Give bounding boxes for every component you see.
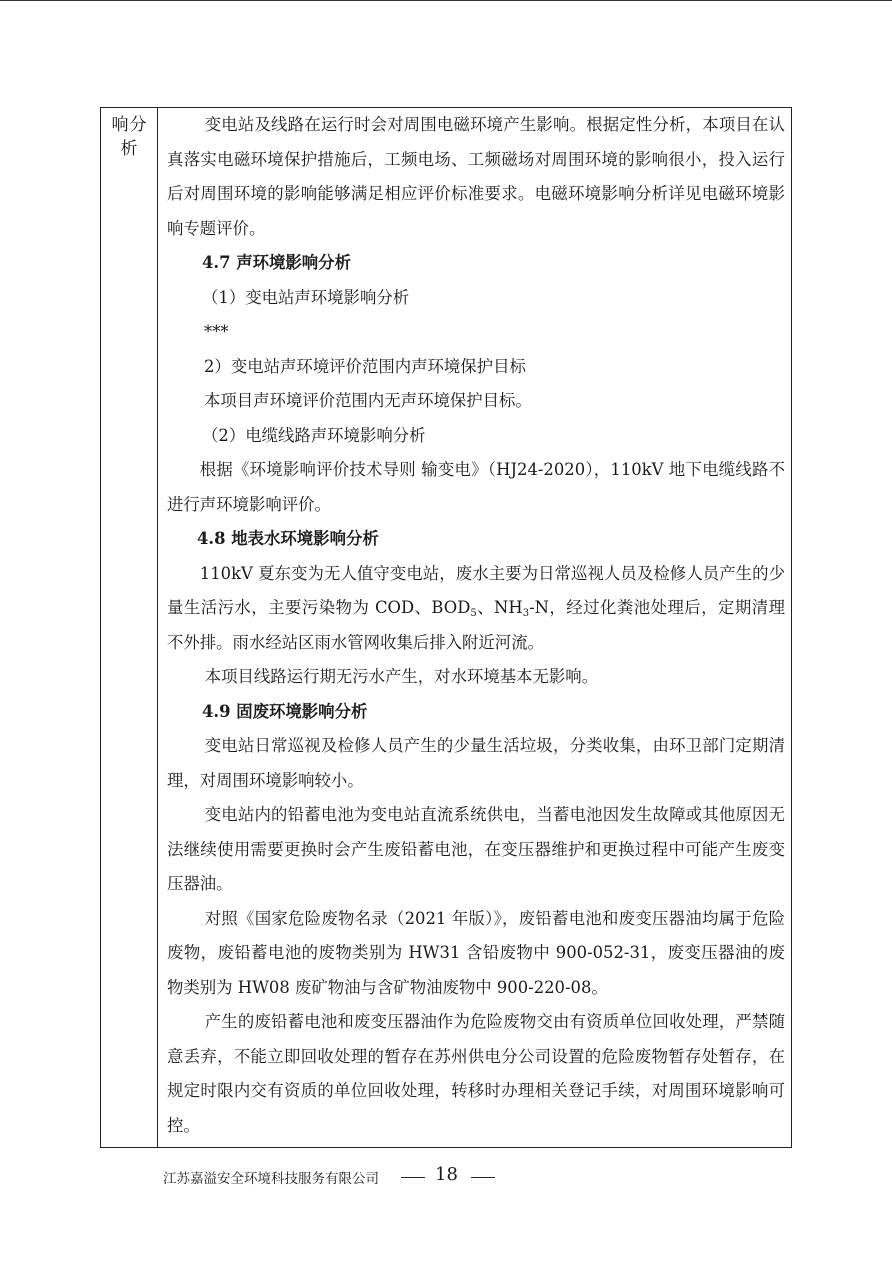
nh-subscript: 3 [522, 608, 530, 619]
section-heading-4-7: 4.7 声环境影响分析 [202, 253, 351, 272]
top-rule [0, 0, 892, 1]
paragraph-wastewater [167, 557, 785, 661]
wastewater-text-2: 、NH [476, 598, 523, 617]
paragraph-lead-battery: 变电站内的铅蓄电池为变电站直流系统供电，当蓄电池因发生故障或其他原因无法继续使用需要更换时会产生废铅蓄电池，在变压器维护和更换过程中可能产生废变压器油。 [167, 805, 785, 893]
wastewater-text-3: -N，经过化粪池处理后，定期清理不外排。雨水经站区雨水管网收集后排入附近河流。 [167, 598, 785, 652]
bod-subscript: 5 [470, 608, 477, 619]
placeholder-text: *** [204, 322, 229, 341]
subheading-noise-targets: 2）变电站声环境评价范围内声环境保护目标 [204, 356, 526, 376]
paragraph-em-impact: 变电站及线路在运行时会对周围电磁环境产生影响。根据定性分析，本项目在认真落实电磁环境保护措施后，工频电场、工频磁场对周围环境的影响很小，投入运行后对周围环境的影响能够满足相应评价标准要求。电磁环境影响分析详见电磁环境影响专题评价。 [167, 115, 785, 238]
paragraph-domestic-waste: 变电站日常巡视及检修人员产生的少量生活垃圾，分类收集，由环卫部门定期清理，对周围环境影响较小。 [167, 736, 785, 790]
paragraph-hazardous-list: 对照《国家危险废物名录（2021 年版）》，废铅蓄电池和废变压器油均属于危险废物，废铅蓄电池的废物类别为 HW31 含铅废物中 900-052-31，废变压器油的废物类别为 HW08 废矿物油与含矿物油废物中 900-220-08。 [167, 908, 785, 997]
paragraph-cable-noise: 根据《环境影响评价技术导则 输变电》（HJ24-2020），110kV 地下电缆线路不进行声环境影响评价。 [167, 460, 785, 514]
subheading-substation-noise: （1）变电站声环境影响分析 [202, 287, 410, 307]
section-heading-4-9: 4.9 固废环境影响分析 [202, 701, 368, 721]
footer-company: 江苏嘉溢安全环境科技服务有限公司 [163, 1171, 379, 1187]
page-footer [163, 1164, 523, 1192]
table-frame [100, 107, 792, 1148]
side-label-line-2: 析 [120, 139, 139, 159]
content-cell [167, 108, 785, 1143]
side-label-cell [101, 108, 158, 1147]
paragraph-no-sewage: 本项目线路运行期无污水产生，对水环境基本无影响。 [204, 667, 599, 686]
subheading-cable-noise: （2）电缆线路声环境影响分析 [202, 425, 426, 445]
page-number: 18 [435, 1164, 458, 1185]
section-heading-4-8: 4.8 地表水环境影响分析 [197, 529, 379, 548]
page-dash-right [471, 1177, 495, 1178]
side-label-line-1: 响分 [111, 115, 148, 135]
paragraph-no-noise-targets: 本项目声环境评价范围内无声环境保护目标。 [204, 391, 532, 410]
paragraph-hazardous-handling: 产生的废铅蓄电池和废变压器油作为危险废物交由有资质单位回收处理，严禁随意丢弃，不能立即回收处理的暂存在苏州供电分公司设置的危险废物暂存处暂存，在规定时限内交有资质的单位回收处理，转移时办理相关登记手续，对周围环境影响可控。 [167, 1012, 785, 1135]
wastewater-text-1: 110kV 夏东变为无人值守变电站，废水主要为日常巡视人员及检修人员产生的少量生活污水，主要污染物为 COD、BOD [167, 563, 785, 617]
page-dash-left [401, 1177, 425, 1178]
